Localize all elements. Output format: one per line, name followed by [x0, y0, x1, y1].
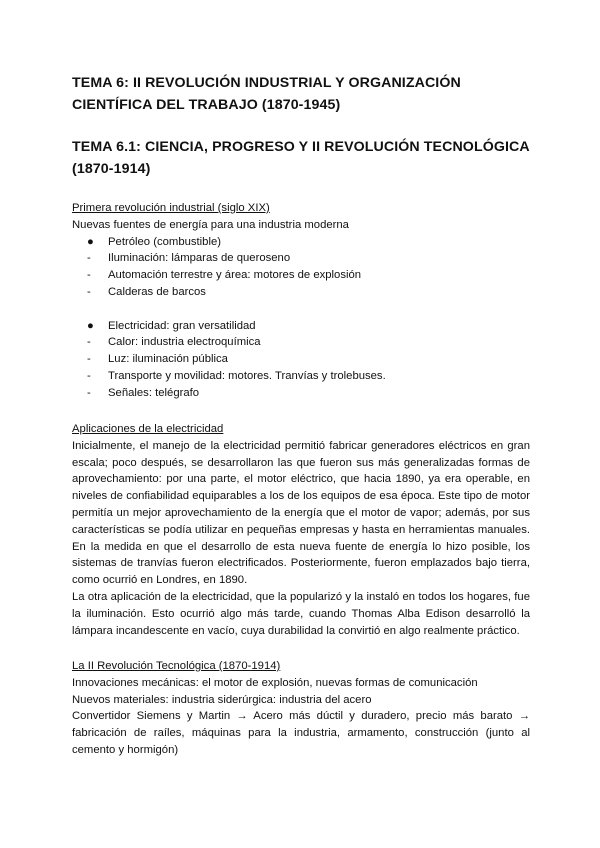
dash-marker: - — [87, 353, 91, 366]
section-heading: Primera revolución industrial (siglo XIX) — [72, 202, 270, 214]
list-item — [72, 368, 530, 385]
list-item-text: Señales: telégrafo — [108, 386, 200, 399]
bullet-marker: ● — [87, 235, 94, 248]
list-item-text: Calor: industria electroquímica — [108, 336, 261, 349]
dash-marker: - — [87, 252, 91, 265]
list-item-text: Transporte y movilidad: motores. Tranvías y trolebuses. — [108, 369, 386, 382]
list-item — [72, 267, 530, 284]
list-item — [72, 284, 530, 301]
section-ii-revolucion — [72, 658, 530, 759]
section-heading: Aplicaciones de la electricidad — [72, 423, 224, 435]
list-item — [72, 334, 530, 351]
list-item-text: Luz: iluminación pública — [108, 353, 228, 366]
section-intro: Nuevas fuentes de energía para una industria moderna — [72, 218, 349, 231]
dash-marker: - — [87, 285, 91, 298]
bullet-marker: ● — [87, 319, 94, 332]
dash-marker: - — [87, 336, 91, 349]
list-item-text: Petróleo (combustible) — [108, 235, 222, 248]
dash-marker: - — [87, 269, 91, 282]
paragraph: La otra aplicación de la electricidad, que la popularizó y la instaló en todos los hogares, fue la iluminación. Esto ocurrió algo más tarde, cuando Thomas Alba Edison desarrolló la lámpara incandescente en vacío, cuya durabilidad la convirtió en algo realmente práctico. — [72, 590, 530, 637]
list-item — [72, 250, 530, 267]
paragraph: Convertidor Siemens y Martin → Acero más dúctil y duradero, precio más barato → fabricación de raíles, máquinas para la industria, armamento, construcción (junto al cemento y hormigón) — [72, 710, 530, 756]
energy-list-a — [72, 234, 530, 301]
list-item — [72, 351, 530, 368]
section-primera-revolucion — [72, 200, 530, 402]
dash-marker: - — [87, 386, 91, 399]
list-item — [72, 385, 530, 402]
paragraph: Inicialmente, el manejo de la electricidad permitió fabricar generadores eléctricos en gran escala; poco después, se desarrollaron las que fueron sus más generalizadas formas de aprovechamiento: por una parte, el motor eléctrico, que hacia 1890, ya era operable, en niveles de confiabilidad equiparables a los de los equipos de esa época. Este tipo de motor permitía un mejor aprovechamiento de la energía que el motor de vapor; además, por sus características se podía utilizar en pequeñas empresas y hasta en herramientas manuales. En la medida en que el desarrollo de esta nueva fuente de energía lo hizo posible, los sistemas de tranvías fueron electrificados. Posteriormente, fueron emplazados bajo tierra, como ocurrió en Londres, en 1890. — [72, 439, 530, 587]
text-line: Innovaciones mecánicas: el motor de explosión, nuevas formas de comunicación — [72, 676, 478, 689]
section-aplicaciones — [72, 421, 530, 639]
list-item — [72, 318, 530, 335]
section-heading: La II Revolución Tecnológica (1870-1914) — [72, 660, 281, 672]
document-title: TEMA 6: II REVOLUCIÓN INDUSTRIAL Y ORGANIZACIÓN CIENTÍFICA DEL TRABAJO (1870-1945) — [72, 75, 461, 113]
document-subtitle: TEMA 6.1: CIENCIA, PROGRESO Y II REVOLUCIÓN TECNOLÓGICA (1870-1914) — [72, 139, 530, 177]
list-item — [72, 234, 530, 251]
list-item-text: Calderas de barcos — [108, 285, 206, 298]
list-item-text: Iluminación: lámparas de queroseno — [108, 252, 291, 265]
text-line: Nuevos materiales: industria siderúrgica: industria del acero — [72, 693, 372, 706]
dash-marker: - — [87, 369, 91, 382]
list-item-text: Electricidad: gran versatilidad — [108, 319, 256, 332]
energy-list-b — [72, 318, 530, 402]
list-item-text: Automación terrestre y área: motores de explosión — [108, 269, 362, 282]
